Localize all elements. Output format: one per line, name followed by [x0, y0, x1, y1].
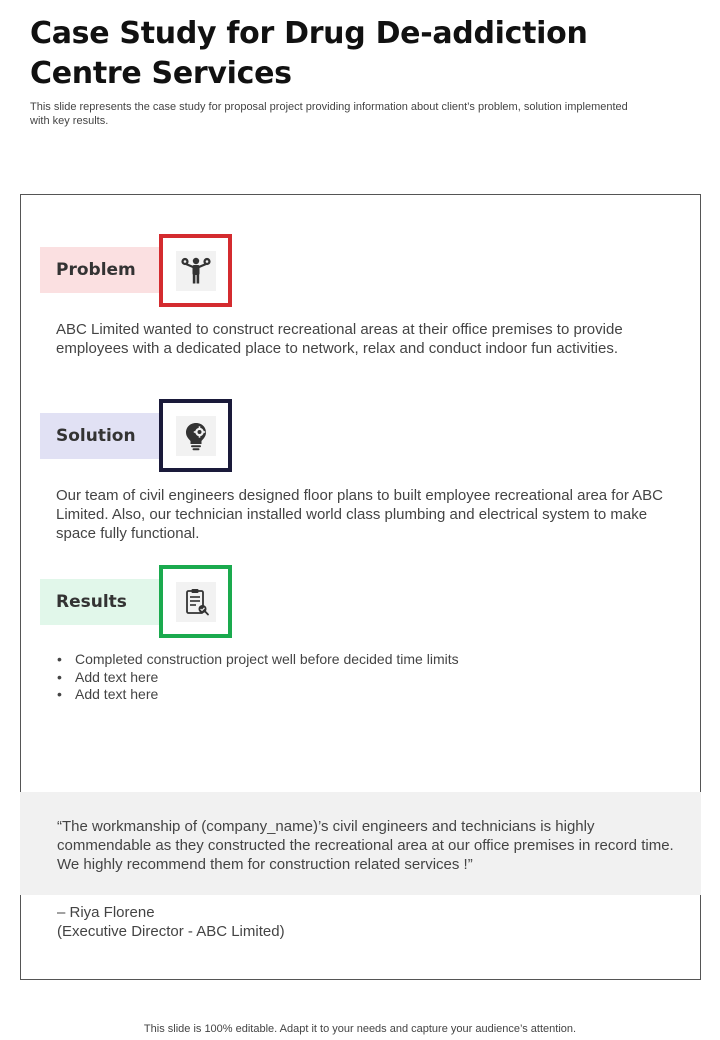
results-icon-frame — [159, 565, 232, 638]
list-item: • Completed construction project well before decided time limits — [56, 651, 676, 669]
list-item: • Add text here — [56, 669, 676, 687]
problem-label: Problem — [40, 247, 160, 293]
clipboard-check-icon — [176, 582, 216, 622]
list-item: • Add text here — [56, 686, 676, 704]
lightbulb-gear-icon — [176, 416, 216, 456]
footer-note: This slide is 100% editable. Adapt it to your needs and capture your audience’s attention. — [143, 1023, 577, 1035]
testimonial-role: (Executive Director - ABC Limited) — [57, 923, 285, 940]
solution-icon-frame — [159, 399, 232, 472]
testimonial-attribution — [57, 903, 457, 941]
page-subtitle: This slide represents the case study for proposal project providing information about client’s problem, solution implemented with key results. — [30, 101, 628, 127]
testimonial-author: – Riya Florene — [57, 904, 155, 921]
problem-icon-frame — [159, 234, 232, 307]
problem-text: ABC Limited wanted to construct recreational areas at their office premises to provide employees with a dedicated place to network, relax and conduct indoor fun activities. — [56, 321, 623, 357]
person-balancing-icon — [176, 251, 216, 291]
page-title: Case Study for Drug De-addiction Centre Services — [30, 16, 588, 91]
solution-text: Our team of civil engineers designed floor plans to built employee recreational area for ABC Limited. Also, our technician installed world class plumbing and electrical system to make space fully functional. — [56, 487, 663, 542]
testimonial-quote: “The workmanship of (company_name)’s civil engineers and technicians is highly commendable as they constructed the recreational area at our office premises in record time. We highly recommend them for construction related services !” — [57, 818, 674, 873]
solution-label: Solution — [40, 413, 160, 459]
results-label: Results — [40, 579, 160, 625]
results-list — [56, 651, 676, 704]
